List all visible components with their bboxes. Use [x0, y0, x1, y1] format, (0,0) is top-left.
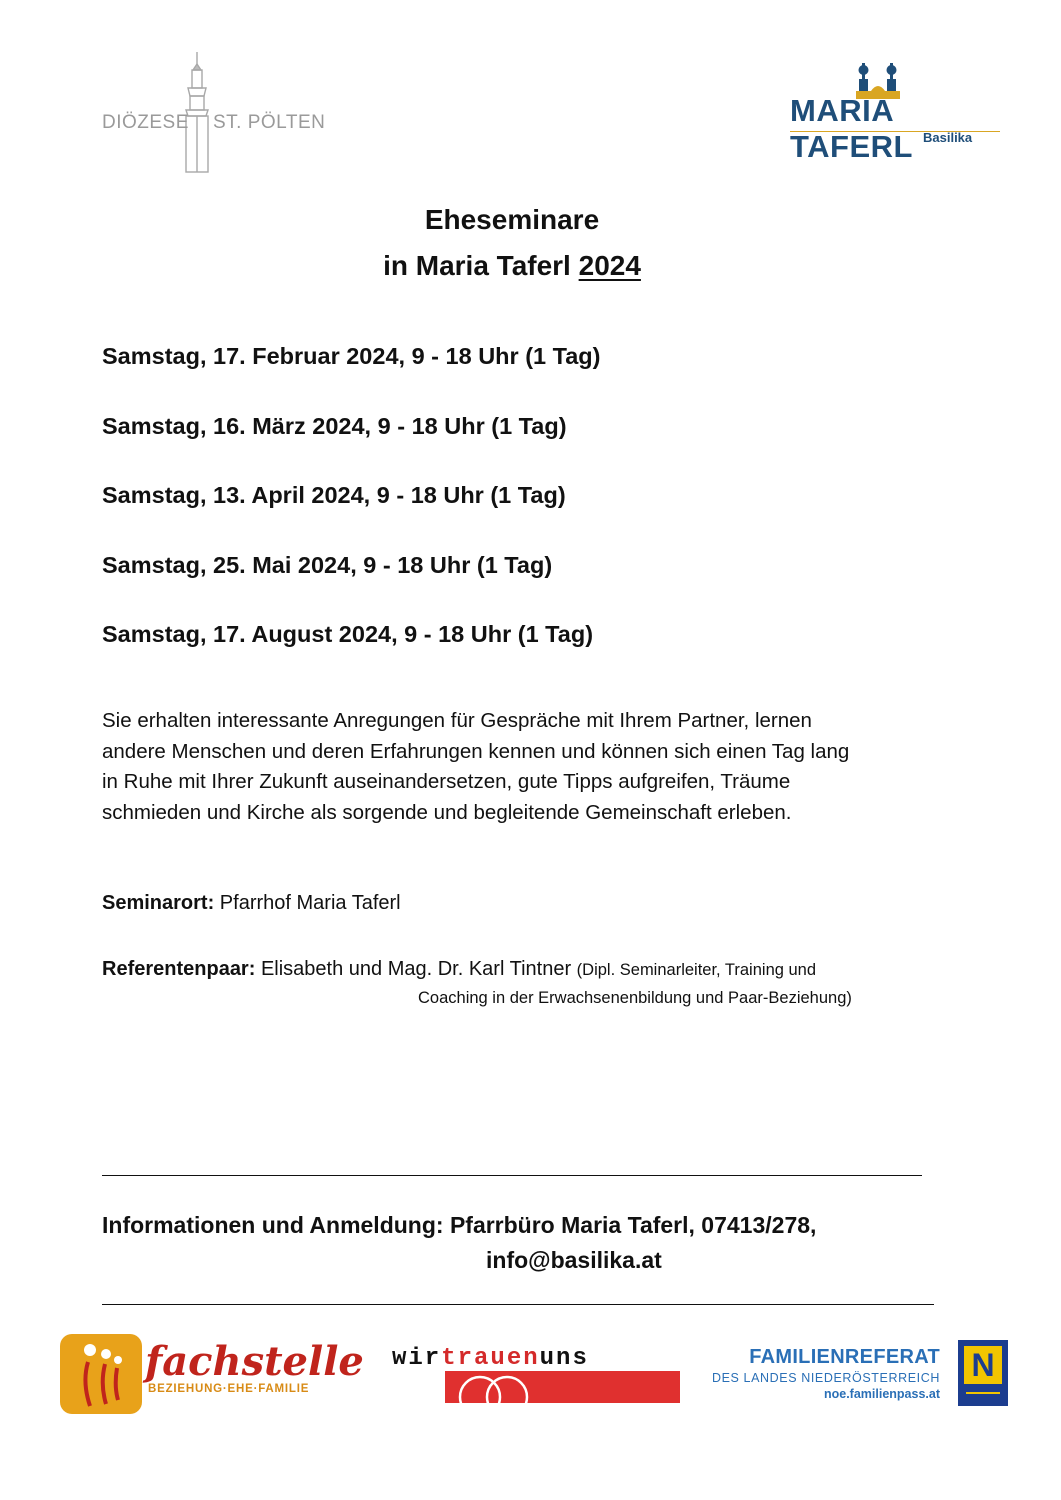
description-line: in Ruhe mit Ihrer Zukunft auseinandersetzen, gute Tipps aufgreifen, Träume: [102, 770, 791, 793]
description-line: schmieden und Kirche als sorgende und begleitende Gemeinschaft erleben.: [102, 800, 792, 824]
description-line: Sie erhalten interessante Anregungen für Gespräche mit Ihrem Partner, lernen: [102, 709, 812, 732]
info-email: info@basilika.at: [486, 1247, 662, 1273]
maria-taferl-wordmark: [790, 93, 1010, 165]
date-item: Samstag, 17. Februar 2024, 9 - 18 Uhr (1 Tag): [102, 343, 601, 369]
fachstelle-box: [60, 1334, 142, 1414]
wordmark-maria: MARIA: [790, 93, 893, 128]
fachstelle-tagline: BEZIEHUNG·EHE·FAMILIE: [148, 1383, 310, 1395]
date-item: Samstag, 13. April 2024, 9 - 18 Uhr (1 Tag): [102, 482, 566, 508]
wtu-red-bar: [445, 1371, 680, 1403]
familienreferat-title: FAMILIENREFERAT: [749, 1346, 940, 1368]
seminarort: [102, 892, 401, 915]
wtu-word-trauen: trauen: [441, 1345, 540, 1372]
info-registration: Informationen und Anmeldung: Pfarrbüro Maria Taferl, 07413/278,: [102, 1212, 817, 1238]
rings-icon: [445, 1371, 680, 1403]
familienpass-url: noe.familienpass.at: [823, 1387, 940, 1401]
noe-caption-line: [966, 1392, 1000, 1394]
seminarort-label: Seminarort:: [102, 892, 215, 914]
date-item: Samstag, 25. Mai 2024, 9 - 18 Uhr (1 Tag): [102, 552, 553, 578]
fachstelle-wordmark: fachstelle: [145, 1338, 364, 1385]
referentenpaar-label: Referentenpaar:: [102, 958, 256, 980]
wir-trauen-uns-logo: [390, 1345, 690, 1405]
wtu-wordmark: [392, 1345, 589, 1372]
referentenpaar-value: Elisabeth und Mag. Dr. Karl Tintner: [255, 958, 577, 980]
divider: [102, 1175, 922, 1176]
familienreferat-logo: [700, 1346, 940, 1406]
familienreferat-subtitle: DES LANDES NIEDERÖSTERREICH: [711, 1371, 940, 1385]
referentenpaar-note-continued: Coaching in der Erwachsenenbildung und Paar-Beziehung): [418, 989, 852, 1007]
divider: [102, 1304, 934, 1305]
st-poelten-label: ST. PÖLTEN: [213, 112, 326, 133]
fachstelle-logo: [60, 1330, 364, 1415]
dioezese-label: DIÖZESE: [102, 112, 189, 133]
date-item: Samstag, 17. August 2024, 9 - 18 Uhr (1 Tag): [102, 621, 594, 647]
referentenpaar: [102, 958, 816, 981]
referentenpaar-note: (Dipl. Seminarleiter, Training und: [576, 961, 817, 979]
people-icon: [60, 1334, 142, 1414]
subtitle-year: 2024: [578, 250, 641, 281]
noe-logo: [958, 1340, 1008, 1406]
seminarort-value: Pfarrhof Maria Taferl: [214, 892, 401, 914]
dioezese-logo: [100, 50, 330, 180]
page-title: Eheseminare: [424, 204, 600, 235]
subtitle-text: in Maria Taferl: [383, 250, 579, 281]
maria-taferl-logo: [785, 55, 1010, 164]
page-subtitle: [0, 250, 1024, 282]
noe-letter-icon: N: [971, 1347, 995, 1383]
wtu-word-uns: uns: [539, 1345, 589, 1372]
wtu-word-wir: wir: [392, 1345, 442, 1372]
description-paragraph: [102, 706, 952, 828]
description-line: andere Menschen und deren Erfahrungen kennen und können sich einen Tag lang: [102, 739, 850, 763]
wordmark-taferl: TAFERL: [790, 129, 913, 164]
date-item: Samstag, 16. März 2024, 9 - 18 Uhr (1 Tag): [102, 413, 567, 439]
basilika-label: Basilika: [923, 130, 973, 145]
